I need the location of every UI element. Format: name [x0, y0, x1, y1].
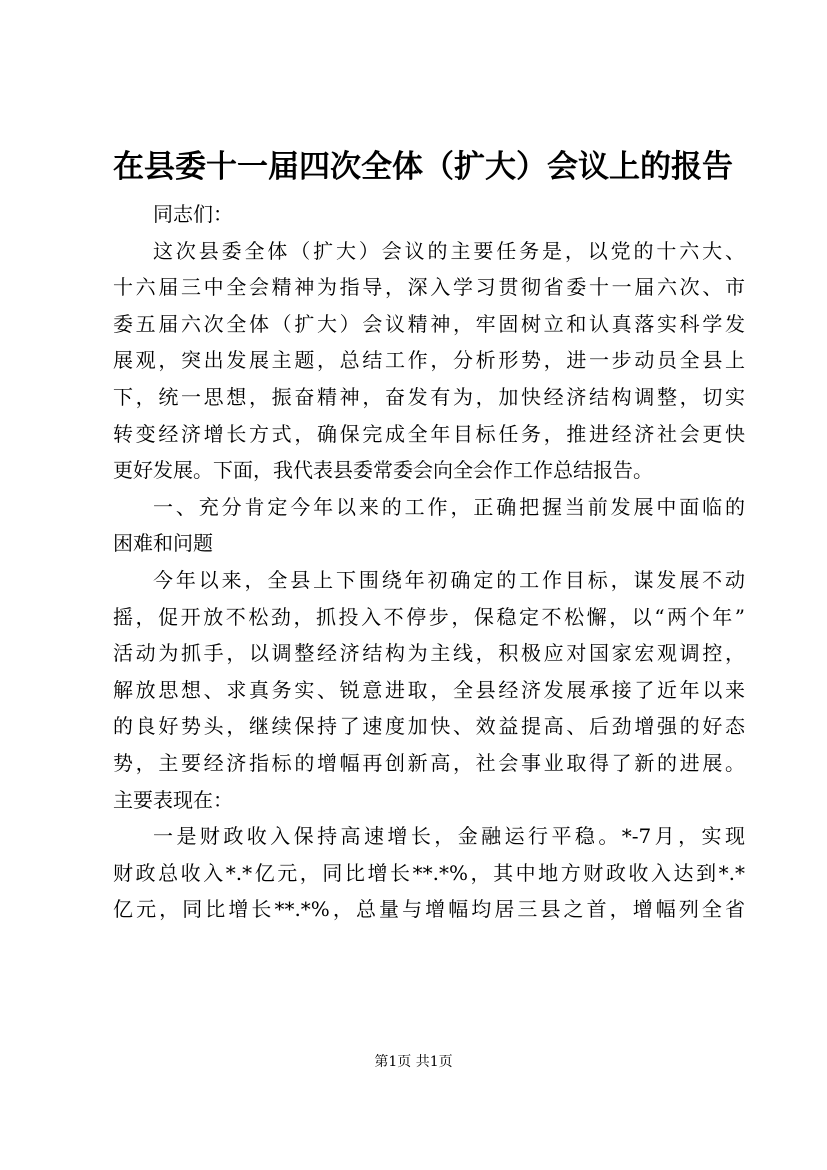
text-line: 下，统一思想，振奋精神，奋发有为，加快经济结构调整，切实	[113, 384, 745, 409]
text-line: 十六届三中全会精神为指导，深入学习贯彻省委十一届六次、市	[113, 275, 745, 300]
page-footer: 第1页 共1页	[374, 1054, 453, 1070]
text-line: 展观，突出发展主题，总结工作，分析形势，进一步动员全县上	[113, 348, 745, 373]
text-line: 一是财政收入保持高速增长，金融运行平稳。*-7月，实现	[153, 824, 745, 849]
text-line: 势，主要经济指标的增幅再创新高，社会事业取得了新的进展。	[113, 750, 745, 775]
text-line: 亿元，同比增长**.*%，总量与增幅均居三县之首，增幅列全省	[113, 897, 745, 922]
section-heading-line: 一、充分肯定今年以来的工作，正确把握当前发展中面临的	[153, 494, 745, 519]
text-line: 财政总收入*.*亿元，同比增长**.*%，其中地方财政收入达到*.*	[113, 860, 745, 885]
text-line: 解放思想、求真务实、锐意进取，全县经济发展承接了近年以来	[113, 677, 745, 702]
text-line: 委五届六次全体（扩大）会议精神，牢固树立和认真落实科学发	[113, 311, 745, 336]
text-line: 的良好势头，继续保持了速度加快、效益提高、后劲增强的好态	[113, 714, 745, 739]
section-heading-line: 困难和问题	[113, 531, 213, 556]
text-line: 主要表现在：	[113, 787, 233, 812]
text-line: 今年以来，全县上下围绕年初确定的工作目标，谋发展不动	[153, 567, 745, 592]
text-line: 转变经济增长方式，确保完成全年目标任务，推进经济社会更快	[113, 421, 745, 446]
text-line: 更好发展。下面，我代表县委常委会向全会作工作总结报告。	[113, 458, 653, 483]
document-title: 在县委十一届四次全体（扩大）会议上的报告	[113, 149, 733, 185]
text-line: 这次县委全体（扩大）会议的主要任务是，以党的十六大、	[153, 238, 745, 263]
text-line: 活动为抓手，以调整经济结构为主线，积极应对国家宏观调控，	[113, 641, 745, 666]
document-body	[113, 196, 745, 928]
text-line: 摇，促开放不松劲，抓投入不停步，保稳定不松懈，以“两个年”	[113, 604, 745, 629]
text-line-salutation: 同志们：	[153, 202, 233, 226]
